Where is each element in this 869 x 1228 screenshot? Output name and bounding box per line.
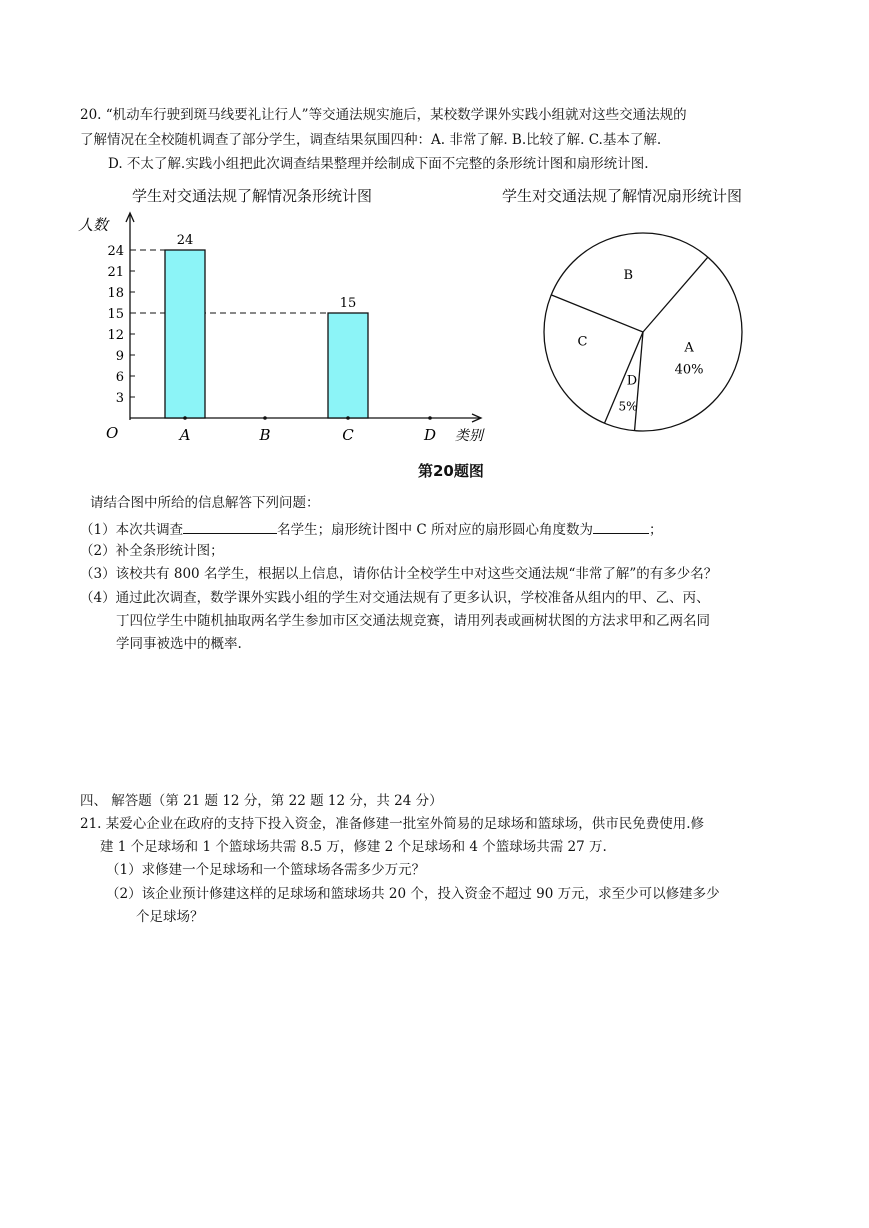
category-label: C	[342, 426, 354, 444]
q20-sub4-line-2: 丁四位学生中随机抽取两名学生参加市区交通法规竞赛，请用列表或画树状图的方法求甲和乙两名同	[116, 613, 710, 629]
q20-intro: 请结合图中所给的信息解答下列问题：	[90, 495, 320, 511]
q20-sub4-line-1: （4）通过此次调查，数学课外实践小组的学生对交通法规有了更多认识，学校准备从组内的甲、乙、丙、	[80, 590, 710, 606]
y-tick-label: 24	[107, 244, 124, 259]
q20-line-3: D. 不太了解.实践小组把此次调查结果整理并绘制成下面不完整的条形统计图和扇形统计图.	[108, 156, 649, 172]
category-point	[428, 416, 432, 420]
q20-sub3: （3）该校共有 800 名学生，根据以上信息，请你估计全校学生中对这些交通法规“非常了解”的有多少名？	[80, 566, 718, 582]
q21-line-1: 21. 某爱心企业在政府的支持下投入资金，准备修建一批室外简易的足球场和篮球场，供市民免费使用.修	[80, 816, 705, 832]
pie-chart	[535, 222, 755, 442]
q21-sub2-line-2: 个足球场？	[136, 909, 204, 925]
y-tick-label: 21	[107, 265, 124, 280]
pie-label-C: C	[577, 334, 588, 350]
pie-percent-D: 5%	[618, 399, 638, 414]
bar-value-label: 15	[339, 296, 357, 311]
bar-value-label: 24	[176, 233, 194, 248]
q21-sub2-line-1: （2）该企业预计修建这样的足球场和篮球场共 20 个，投入资金不超过 90 万元，求至少可以修建多少	[106, 886, 720, 902]
x-axis-label: 类别	[455, 428, 483, 444]
pie-percent-A: 40%	[674, 362, 704, 378]
figure-caption: 第20题图	[418, 462, 484, 480]
category-point	[346, 416, 350, 420]
bar-chart	[70, 210, 490, 450]
q20-sub1-part-b: 名学生；扇形统计图中 C 所对应的扇形圆心角度数为	[277, 522, 594, 538]
y-tick-label: 6	[115, 370, 124, 385]
y-tick-label: 15	[107, 307, 124, 322]
q21-sub1: （1）求修建一个足球场和一个篮球场各需多少万元？	[106, 862, 426, 878]
q20-line-2: 了解情况在全校随机调查了部分学生，调查结果氛围四种：A. 非常了解. B.比较了解. C.基本了解.	[80, 132, 662, 148]
section-4-header: 四、 解答题（第 21 题 12 分，第 22 题 12 分，共 24 分）	[80, 793, 443, 809]
pie-label-B: B	[623, 268, 634, 284]
pie-label-A: A	[684, 340, 694, 356]
q20-line-1: 20. “机动车行驶到斑马线要礼让行人”等交通法规实施后，某校数学课外实践小组就对这些交通法规的	[80, 107, 687, 123]
y-axis-label: 人数	[78, 216, 109, 234]
y-tick-label: 12	[107, 328, 124, 343]
answer-blank-angle[interactable]	[593, 519, 649, 534]
category-point	[263, 416, 267, 420]
pie-label-D: D	[626, 373, 638, 389]
q20-sub1-part-a: （1）本次共调查	[80, 522, 184, 538]
y-tick-label: 9	[115, 349, 124, 364]
bar-C	[328, 313, 368, 418]
q20-sub1	[80, 519, 663, 539]
category-label: B	[259, 426, 271, 444]
pie-chart-title: 学生对交通法规了解情况扇形统计图	[502, 187, 743, 205]
category-label: A	[179, 426, 191, 444]
y-tick-label: 3	[115, 391, 124, 406]
q20-sub4-line-3: 学同事被选中的概率.	[116, 636, 242, 652]
answer-blank-count[interactable]	[183, 519, 277, 534]
origin-label: O	[106, 424, 119, 442]
q20-sub1-part-c: ；	[649, 522, 663, 538]
category-label: D	[423, 426, 437, 444]
bar-A	[165, 250, 205, 418]
q21-line-2: 建 1 个足球场和 1 个篮球场共需 8.5 万，修建 2 个足球场和 4 个篮球场共需 27 万.	[100, 839, 607, 855]
q20-sub2: （2）补全条形统计图；	[80, 543, 224, 559]
category-point	[183, 416, 187, 420]
bar-chart-title: 学生对交通法规了解情况条形统计图	[132, 187, 373, 205]
y-tick-label: 18	[107, 286, 124, 301]
